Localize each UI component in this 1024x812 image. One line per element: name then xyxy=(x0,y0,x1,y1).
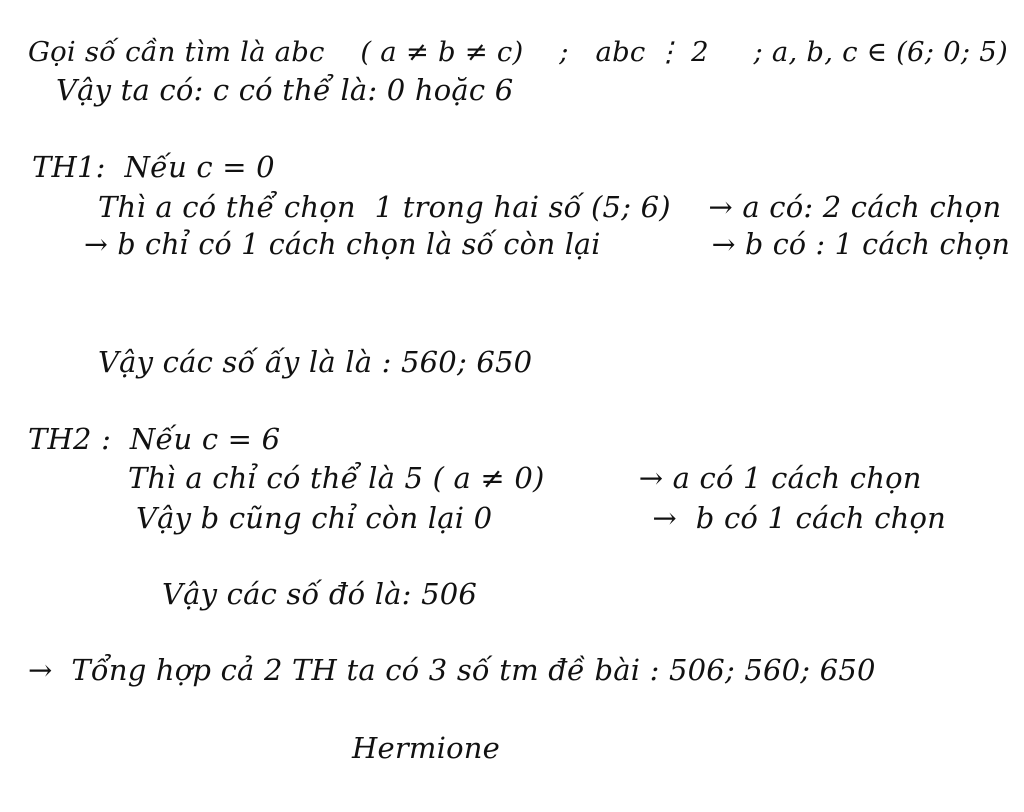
case-2-digit-a-line: Thì a chỉ có thể là 5 ( a ≠ 0) → a có 1 cách chọn xyxy=(128,461,922,495)
case-2-heading: TH2 : Nếu c = 6 xyxy=(28,422,281,456)
case-2-result-line: Vậy các số đó là: 506 xyxy=(162,577,478,611)
case-1-heading: TH1: Nếu c = 0 xyxy=(32,150,275,184)
problem-statement-line: Gọi số cần tìm là abc ( a ≠ b ≠ c) ; abc ⋮ 2 ; a, b, c ∈ (6; 0; 5) xyxy=(28,36,1008,68)
digit-c-options-line: Vậy ta có: c có thể là: 0 hoặc 6 xyxy=(56,73,514,107)
author-signature: Hermione xyxy=(352,731,500,765)
case-1-digit-b-line: → b chỉ có 1 cách chọn là số còn lại → b có : 1 cách chọn xyxy=(84,228,1011,261)
case-2-digit-b-line: Vậy b cũng chỉ còn lại 0 → b có 1 cách chọn xyxy=(136,501,947,535)
case-1-digit-a-line: Thì a có thể chọn 1 trong hai số (5; 6) → a có: 2 cách chọn xyxy=(98,190,1002,224)
case-1-result-line: Vậy các số ấy là là : 560; 650 xyxy=(98,345,533,379)
summary-line: → Tổng hợp cả 2 TH ta có 3 số tm đề bài : 506; 560; 650 xyxy=(28,653,876,687)
